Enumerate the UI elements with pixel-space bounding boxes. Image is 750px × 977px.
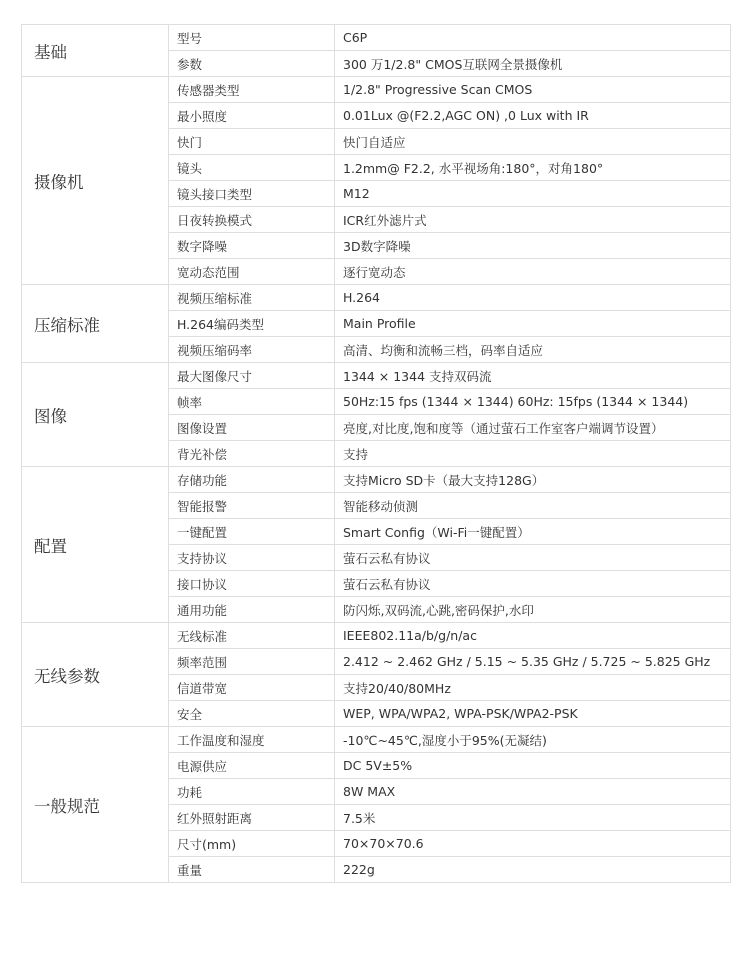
spec-label: 重量 xyxy=(169,857,335,883)
spec-label: H.264编码类型 xyxy=(169,311,335,337)
spec-label: 视频压缩标准 xyxy=(169,285,335,311)
group-name: 压缩标准 xyxy=(22,285,169,363)
spec-value: Main Profile xyxy=(335,311,731,337)
spec-label: 安全 xyxy=(169,701,335,727)
spec-label: 无线标准 xyxy=(169,623,335,649)
spec-value: 1/2.8" Progressive Scan CMOS xyxy=(335,77,731,103)
spec-value: 支持 xyxy=(335,441,731,467)
spec-label: 快门 xyxy=(169,129,335,155)
group-name: 基础 xyxy=(22,25,169,77)
spec-value: 50Hz:15 fps (1344 × 1344) 60Hz: 15fps (1344 × 1344) xyxy=(335,389,731,415)
spec-label: 型号 xyxy=(169,25,335,51)
spec-value: 222g xyxy=(335,857,731,883)
spec-label: 图像设置 xyxy=(169,415,335,441)
spec-label: 支持协议 xyxy=(169,545,335,571)
group-name: 一般规范 xyxy=(22,727,169,883)
spec-label: 接口协议 xyxy=(169,571,335,597)
spec-label: 电源供应 xyxy=(169,753,335,779)
spec-label: 红外照射距离 xyxy=(169,805,335,831)
spec-value: WEP, WPA/WPA2, WPA-PSK/WPA2-PSK xyxy=(335,701,731,727)
spec-value: Smart Config（Wi-Fi一键配置） xyxy=(335,519,731,545)
spec-label: 帧率 xyxy=(169,389,335,415)
spec-label: 视频压缩码率 xyxy=(169,337,335,363)
spec-value: 高清、均衡和流畅三档，码率自适应 xyxy=(335,337,731,363)
spec-row xyxy=(22,623,731,649)
spec-row xyxy=(22,363,731,389)
spec-value: 1.2mm@ F2.2, 水平视场角:180°，对角180° xyxy=(335,155,731,181)
group-name: 配置 xyxy=(22,467,169,623)
spec-value: IEEE802.11a/b/g/n/ac xyxy=(335,623,731,649)
spec-label: 频率范围 xyxy=(169,649,335,675)
spec-value: 300 万1/2.8" CMOS互联网全景摄像机 xyxy=(335,51,731,77)
spec-value: 智能移动侦测 xyxy=(335,493,731,519)
spec-value: 快门自适应 xyxy=(335,129,731,155)
spec-table xyxy=(21,24,731,883)
spec-table-body xyxy=(22,25,731,883)
spec-value: 0.01Lux @(F2.2,AGC ON) ,0 Lux with IR xyxy=(335,103,731,129)
spec-label: 宽动态范围 xyxy=(169,259,335,285)
spec-value: 支持20/40/80MHz xyxy=(335,675,731,701)
spec-value: ICR红外滤片式 xyxy=(335,207,731,233)
spec-value: 70×70×70.6 xyxy=(335,831,731,857)
spec-row xyxy=(22,727,731,753)
spec-label: 一键配置 xyxy=(169,519,335,545)
spec-row xyxy=(22,285,731,311)
spec-label: 智能报警 xyxy=(169,493,335,519)
spec-value: 防闪烁,双码流,心跳,密码保护,水印 xyxy=(335,597,731,623)
spec-value: 8W MAX xyxy=(335,779,731,805)
spec-value: H.264 xyxy=(335,285,731,311)
group-name: 无线参数 xyxy=(22,623,169,727)
spec-label: 工作温度和湿度 xyxy=(169,727,335,753)
spec-value: DC 5V±5% xyxy=(335,753,731,779)
spec-value: 亮度,对比度,饱和度等（通过萤石工作室客户端调节设置） xyxy=(335,415,731,441)
spec-row xyxy=(22,467,731,493)
spec-row xyxy=(22,77,731,103)
spec-value: 逐行宽动态 xyxy=(335,259,731,285)
group-name: 图像 xyxy=(22,363,169,467)
spec-label: 镜头接口类型 xyxy=(169,181,335,207)
spec-value: -10℃~45℃,湿度小于95%(无凝结) xyxy=(335,727,731,753)
spec-value: C6P xyxy=(335,25,731,51)
spec-value: 7.5米 xyxy=(335,805,731,831)
spec-label: 数字降噪 xyxy=(169,233,335,259)
spec-label: 背光补偿 xyxy=(169,441,335,467)
spec-label: 信道带宽 xyxy=(169,675,335,701)
spec-label: 参数 xyxy=(169,51,335,77)
spec-value: 支持Micro SD卡（最大支持128G） xyxy=(335,467,731,493)
spec-label: 镜头 xyxy=(169,155,335,181)
spec-value: M12 xyxy=(335,181,731,207)
group-name: 摄像机 xyxy=(22,77,169,285)
spec-row xyxy=(22,25,731,51)
spec-value: 3D数字降噪 xyxy=(335,233,731,259)
spec-value: 萤石云私有协议 xyxy=(335,545,731,571)
spec-label: 最小照度 xyxy=(169,103,335,129)
spec-label: 尺寸(mm) xyxy=(169,831,335,857)
spec-label: 通用功能 xyxy=(169,597,335,623)
spec-label: 日夜转换模式 xyxy=(169,207,335,233)
spec-label: 功耗 xyxy=(169,779,335,805)
spec-value: 萤石云私有协议 xyxy=(335,571,731,597)
spec-label: 存储功能 xyxy=(169,467,335,493)
spec-value: 1344 × 1344 支持双码流 xyxy=(335,363,731,389)
spec-label: 最大图像尺寸 xyxy=(169,363,335,389)
spec-value: 2.412 ~ 2.462 GHz / 5.15 ~ 5.35 GHz / 5.725 ~ 5.825 GHz xyxy=(335,649,731,675)
spec-label: 传感器类型 xyxy=(169,77,335,103)
